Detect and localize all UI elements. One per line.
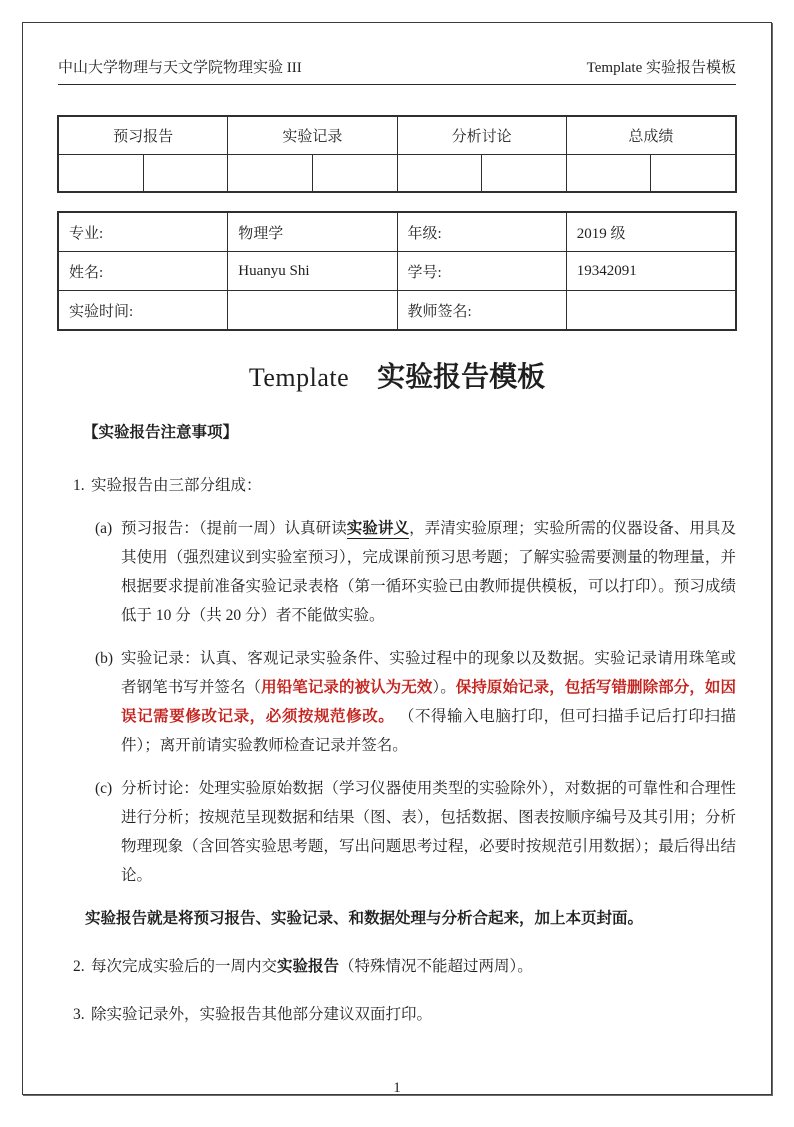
subitem-a-label: (a) bbox=[95, 520, 113, 537]
subitem-b-label: (b) bbox=[95, 650, 114, 667]
item-2-text-1: 每次完成实验后的一周内交 bbox=[91, 958, 278, 975]
grade-label: 年级: bbox=[397, 213, 566, 252]
subitem-c-text: 分析讨论：处理实验原始数据（学习仪器使用类型的实验除外），对数据的可靠性和合理性进行分析；按规范呈现数据和结果（图、表），包括数据、图表按顺序编号及其引用；分析物理现象（含回答实验思考题，写出问题思考过程，必要时按规范引用数据）；最后得出结论。 bbox=[121, 780, 736, 884]
score-cell bbox=[482, 155, 567, 192]
grade-value: 2019 级 bbox=[566, 213, 735, 252]
experiment-time-value bbox=[228, 291, 397, 330]
item-3-number: 3. bbox=[73, 1006, 85, 1023]
subitem-b bbox=[58, 644, 736, 760]
score-header-total: 总成绩 bbox=[566, 117, 735, 155]
info-row-time-signature bbox=[59, 291, 736, 330]
item-2-bold-term: 实验报告 bbox=[277, 958, 340, 975]
subitem-c-label: (c) bbox=[95, 780, 113, 797]
teacher-signature-label: 教师签名: bbox=[397, 291, 566, 330]
score-header-analysis: 分析讨论 bbox=[397, 117, 566, 155]
score-table-header-row bbox=[59, 117, 736, 155]
score-table bbox=[58, 116, 736, 192]
report-title bbox=[58, 355, 736, 395]
student-id-value: 19342091 bbox=[566, 252, 735, 291]
item-1-number: 1. bbox=[73, 477, 85, 494]
experiment-time-label: 实验时间: bbox=[59, 291, 228, 330]
score-cell bbox=[566, 155, 651, 192]
header-right-text: Template 实验报告模板 bbox=[586, 60, 736, 76]
summary-paragraph: 实验报告就是将预习报告、实验记录、和数据处理与分析合起来，加上本页封面。 bbox=[85, 910, 644, 927]
subitem-b-warning-1: 用铅笔记录的被认为无效 bbox=[261, 679, 433, 696]
item-2-text-2: （特殊情况不能超过两周）。 bbox=[339, 958, 533, 975]
item-2-number: 2. bbox=[73, 958, 85, 975]
name-value: Huanyu Shi bbox=[228, 252, 397, 291]
page-content bbox=[23, 56, 771, 1127]
subitem-b-text-3: （不得输入电脑打印，但可扫描手记后打印扫描件）；离开前请实验教师检查记录并签名。 bbox=[121, 708, 736, 754]
subitem-a bbox=[58, 514, 736, 630]
teacher-signature-value bbox=[566, 291, 735, 330]
student-id-label: 学号: bbox=[397, 252, 566, 291]
title-cjk: 实验报告模板 bbox=[377, 362, 546, 393]
header-left-text: 中山大学物理与天文学院物理实验 III bbox=[58, 60, 302, 76]
subitem-a-underlined-term: 实验讲义 bbox=[346, 520, 410, 537]
notice-item-1 bbox=[58, 471, 736, 500]
notice-heading: 【实验报告注意事项】 bbox=[83, 424, 239, 441]
score-table-blank-row bbox=[59, 155, 736, 192]
subitem-c bbox=[58, 774, 736, 890]
major-label: 专业: bbox=[59, 213, 228, 252]
info-table bbox=[58, 212, 736, 330]
score-cell bbox=[59, 155, 144, 192]
item-1-text: 实验报告由三部分组成： bbox=[91, 477, 262, 494]
score-header-preview: 预习报告 bbox=[59, 117, 228, 155]
score-cell bbox=[397, 155, 482, 192]
score-cell bbox=[312, 155, 397, 192]
name-label: 姓名: bbox=[59, 252, 228, 291]
notice-item-3 bbox=[58, 1000, 736, 1029]
info-row-name-id bbox=[59, 252, 736, 291]
score-cell bbox=[228, 155, 313, 192]
score-cell bbox=[651, 155, 736, 192]
running-header bbox=[58, 56, 736, 85]
subitem-b-warning-2: 保持原始记录，包括写错删除部分，如因误记需要修改记录，必须按规范修改。 bbox=[121, 679, 736, 725]
notice-item-2 bbox=[58, 952, 736, 981]
score-cell bbox=[143, 155, 228, 192]
major-value: 物理学 bbox=[228, 213, 397, 252]
item-3-text: 除实验记录外，实验报告其他部分建议双面打印。 bbox=[91, 1006, 433, 1023]
title-latin: Template bbox=[248, 363, 350, 392]
subitem-b-text-1: 实验记录：认真、客观记录实验条件、实验过程中的现象以及数据。实验记录请用珠笔或者钢笔书写并签名（ bbox=[121, 650, 736, 696]
info-row-major-grade bbox=[59, 213, 736, 252]
subitem-a-text-1: 预习报告：（提前一周）认真研读 bbox=[121, 520, 347, 537]
score-header-record: 实验记录 bbox=[228, 117, 397, 155]
subitem-b-text-2: ）。 bbox=[432, 679, 456, 696]
page-number: 1 bbox=[393, 1080, 401, 1096]
subitem-a-text-2: ，弄清实验原理；实验所需的仪器设备、用具及其使用（强烈建议到实验室预习），完成课前预习思考题；了解实验需要测量的物理量，并根据要求提前准备实验记录表格（第一循环实验已由教师提供模板，可以打印）。预习成绩低于 10 分（共 20 分）者不能做实验。 bbox=[121, 520, 736, 624]
page-frame bbox=[22, 22, 772, 1095]
